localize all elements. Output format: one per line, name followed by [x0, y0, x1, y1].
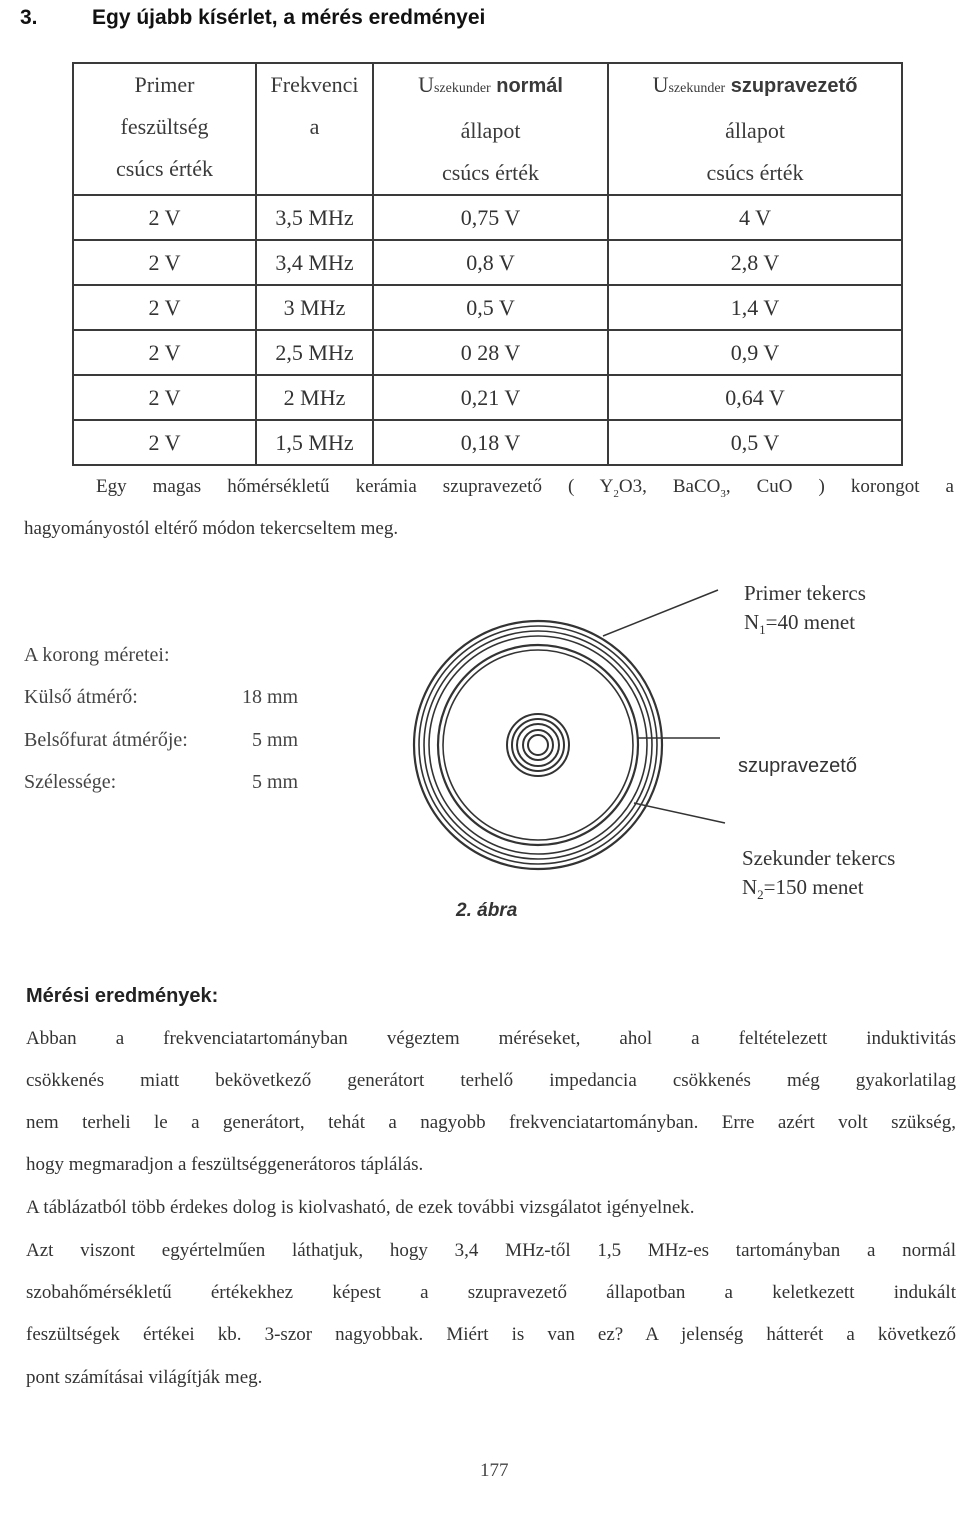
results-line: hogy megmaradjon a feszültséggenerátoros táplálás. [26, 1154, 424, 1175]
results-line: csökkenés miatt bekövetkező generátort terhelő impedancia csökkenés még gyakorlatilag [26, 1070, 956, 1091]
table-cell: 3,5 MHz [256, 195, 373, 240]
superconductor-ring [438, 645, 638, 845]
dimension-label-inner: Belsőfurat átmérője: [24, 729, 188, 751]
table-cell: 0,21 V [373, 375, 608, 420]
primary-turns-label: $N_1=40$ menet [744, 610, 856, 638]
figure-caption: 2. ábra [456, 900, 518, 921]
dimension-value-width: 5 mm [252, 771, 299, 793]
table-cell: 0,75 V [373, 195, 608, 240]
dimension-value-inner: 5 mm [252, 729, 299, 751]
section-heading [20, 6, 485, 30]
table-row [73, 240, 902, 285]
results-line: szobahőmérsékletű értékekhez képest a szupravezető állapotban a keletkezett indukált [26, 1282, 956, 1303]
table-cell: 2 V [73, 195, 256, 240]
table-cell: 0,5 V [608, 420, 902, 465]
secondary-turns-label: $N_2=150$ menet [742, 875, 864, 903]
header-frequency: Frekvenci a [256, 63, 373, 195]
measurement-table [72, 62, 903, 466]
superconductor-ring [443, 650, 633, 840]
page-number: 177 [480, 1460, 509, 1481]
table-cell: 2 V [73, 285, 256, 330]
table-row [73, 375, 902, 420]
table-cell: 0,8 V [373, 240, 608, 285]
table-cell: 2 V [73, 240, 256, 285]
outer-ring [424, 631, 652, 859]
inner-ring [528, 735, 548, 755]
table-cell: 2,5 MHz [256, 330, 373, 375]
results-line: nem terheli le a generátort, tehát a nagyobb frekvenciatartományban. Erre azért volt szükség, [26, 1112, 956, 1133]
table-cell: 0,18 V [373, 420, 608, 465]
outer-ring [419, 626, 657, 864]
results-title: Mérési eredmények: [26, 985, 219, 1007]
table-cell: 2 V [73, 420, 256, 465]
outer-ring [429, 636, 647, 854]
primary-coil-label: Primer tekercs [744, 581, 866, 605]
results-line: Azt viszont egyértelműen láthatjuk, hogy 3,4 MHz-től 1,5 MHz-es tartományban a normál [26, 1240, 956, 1261]
results-line: feszültségek értékei kb. 3-szor nagyobbak. Miért is van ez? A jelenség hátterét a következő [26, 1324, 956, 1345]
leader-line-primary [603, 590, 718, 636]
table-cell: 1,5 MHz [256, 420, 373, 465]
section-title: Egy újabb kísérlet, a mérés eredményei [92, 6, 486, 29]
superconductor-label: szupravezető [738, 755, 857, 777]
header-secondary-normal: Uszekunder normál állapot csúcs érték [373, 63, 608, 195]
table-row [73, 420, 902, 465]
inner-ring [512, 719, 564, 771]
leader-line-secondary [634, 803, 725, 823]
table-cell: 4 V [608, 195, 902, 240]
secondary-coil-label: Szekunder tekercs [742, 846, 896, 870]
outer-ring [414, 621, 662, 869]
section-number: 3. [20, 6, 38, 29]
table-cell: 3,4 MHz [256, 240, 373, 285]
header-secondary-superconducting: Uszekunder szupravezető állapot csúcs érték [608, 63, 902, 195]
table-cell: 2 MHz [256, 375, 373, 420]
dimension-label-outer: Külső átmérő: [24, 686, 138, 708]
dimension-label-width: Szélessége: [24, 771, 117, 793]
table-cell: 1,4 V [608, 285, 902, 330]
dimension-value-outer: 18 mm [242, 686, 299, 708]
results-line: A táblázatból több érdekes dolog is kiolvasható, de ezek további vizsgálatot igényelnek. [26, 1197, 695, 1218]
intro-line-2: hagyományostól eltérő módon tekercseltem meg. [24, 518, 399, 539]
table-row [73, 285, 902, 330]
table-cell: 0,64 V [608, 375, 902, 420]
table-cell: 2,8 V [608, 240, 902, 285]
results-line: Abban a frekvenciatartományban végeztem méréseket, ahol a feltételezett induktivitás [26, 1028, 956, 1049]
table-cell: 0,5 V [373, 285, 608, 330]
dimensions-title: A korong méretei: [24, 644, 170, 666]
table-header-row [73, 63, 902, 195]
table-cell: 3 MHz [256, 285, 373, 330]
header-primary-voltage: Primer feszültség csúcs érték [73, 63, 256, 195]
table-cell: 2 V [73, 375, 256, 420]
table-cell: 2 V [73, 330, 256, 375]
intro-line-1: Egy magas hőmérsékletű kerámia szupravezető ( $Y_2O3$, BaCO$_3$, CuO ) korongot a [96, 476, 954, 500]
table-cell: 0 28 V [373, 330, 608, 375]
table-cell: 0,9 V [608, 330, 902, 375]
table-row [73, 330, 902, 375]
table-row [73, 195, 902, 240]
results-line: pont számításai világítják meg. [26, 1367, 263, 1388]
